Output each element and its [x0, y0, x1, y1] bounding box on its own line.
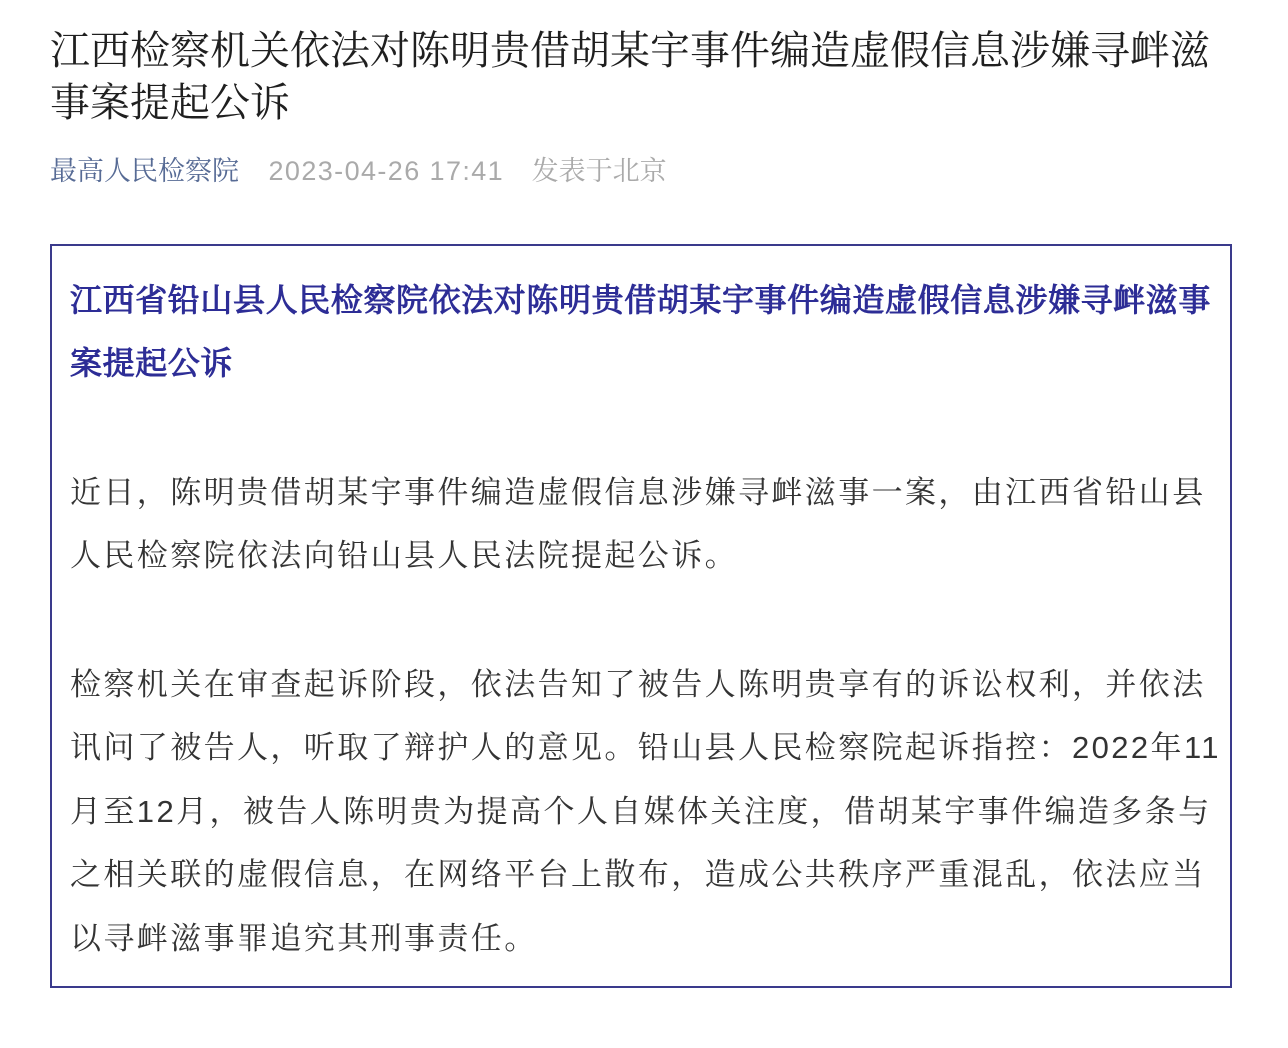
content-heading: 江西省铅山县人民检察院依法对陈明贵借胡某宇事件编造虚假信息涉嫌寻衅滋事案提起公诉 [70, 281, 1212, 381]
account-name-link[interactable]: 最高人民检察院 [50, 156, 239, 186]
article-meta [50, 153, 1238, 189]
article-title: 江西检察机关依法对陈明贵借胡某宇事件编造虚假信息涉嫌寻衅滋事案提起公诉 [50, 29, 1210, 125]
publish-time: 2023-04-26 17:41 [268, 156, 505, 186]
publish-location: 发表于北京 [531, 156, 667, 186]
paragraph-1: 近日，陈明贵借胡某宇事件编造虚假信息涉嫌寻衅滋事一案，由江西省铅山县人民检察院依法向铅山县人民法院提起公诉。 [70, 474, 1206, 573]
paragraph-2: 检察机关在审查起诉阶段，依法告知了被告人陈明贵享有的诉讼权利，并依法讯问了被告人，听取了辩护人的意见。铅山县人民检察院起诉指控：2022年11月至12月，被告人陈明贵为提高个人自媒体关注度，借胡某宇事件编造多条与之相关联的虚假信息，在网络平台上散布，造成公共秩序严重混乱，依法应当以寻衅滋事罪追究其刑事责任。 [70, 666, 1221, 956]
article-content-box [50, 244, 1232, 988]
